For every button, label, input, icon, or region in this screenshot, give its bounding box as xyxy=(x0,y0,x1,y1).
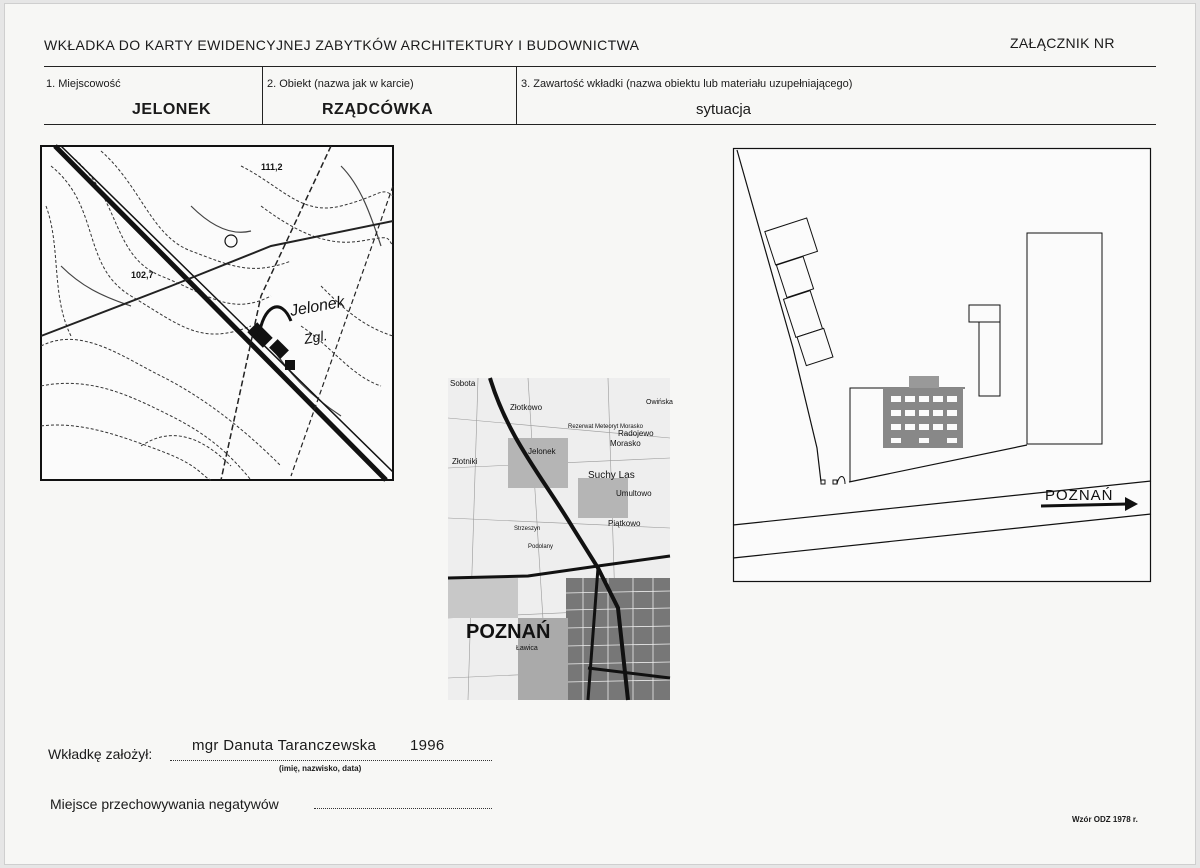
fields-divider xyxy=(44,124,1156,125)
road-map-label-2: Złotkowo xyxy=(510,403,543,412)
object-label: 2. Obiekt (nazwa jak w karcie) xyxy=(267,78,414,90)
founder-year: 1996 xyxy=(410,737,445,754)
topo-elevation-top: 111,2 xyxy=(261,162,283,172)
place-label: 1. Miejscowość xyxy=(46,78,121,90)
road-map-label-12: Strzeszyn xyxy=(514,526,541,532)
road-map-label-6: Jelonek xyxy=(528,447,556,456)
founder-hint: (imię, nazwisko, data) xyxy=(279,764,362,773)
field-divider-1 xyxy=(262,66,263,125)
topo-place-name: Jelonek xyxy=(288,293,347,320)
topo-elevation-left: 102,7 xyxy=(131,270,154,280)
form-model: Wzór ODZ 1978 r. xyxy=(1072,815,1138,824)
object-value: RZĄDCÓWKA xyxy=(322,101,434,118)
road-map-label-7: Złotniki xyxy=(452,457,478,466)
road-map-label-10: Piątkowo xyxy=(608,519,641,528)
road-map-label-11: Podolany xyxy=(528,544,554,550)
road-map-label-4: Radojewo xyxy=(618,429,654,438)
road-map-label-5: Morasko xyxy=(610,439,641,448)
road-map-label-13: Ławica xyxy=(516,645,538,652)
road-map xyxy=(448,378,673,700)
negatives-label: Miejsce przechowywania negatywów xyxy=(50,796,279,812)
road-map-label-14: Owińska xyxy=(646,399,673,406)
form-title: WKŁADKA DO KARTY EWIDENCYJNEJ ZABYTKÓW ARCHITEKTURY I BUDOWNICTWA xyxy=(44,37,640,53)
road-map-city: POZNAŃ xyxy=(466,621,551,643)
site-plan xyxy=(733,148,1151,582)
topo-place-abbrev: Zgl. xyxy=(302,327,329,347)
negatives-line xyxy=(314,808,492,809)
founder-name: mgr Danuta Taranczewska xyxy=(192,737,377,754)
founder-line xyxy=(170,760,492,761)
place-value: JELONEK xyxy=(132,101,212,118)
site-plan-direction-label: POZNAŃ xyxy=(1045,487,1114,504)
founder-label: Wkładkę założył: xyxy=(48,746,153,762)
header-divider xyxy=(44,66,1156,67)
field-divider-2 xyxy=(516,66,517,125)
road-map-label-9: Umultowo xyxy=(616,489,652,498)
topographic-map xyxy=(41,146,393,480)
attachment-number-label: ZAŁĄCZNIK NR xyxy=(1010,35,1115,51)
road-map-label-1: Sobota xyxy=(450,379,476,388)
content-value: sytuacja xyxy=(696,101,752,118)
content-label: 3. Zawartość wkładki (nazwa obiektu lub materiału uzupełniającego) xyxy=(521,78,853,90)
road-map-label-8: Suchy Las xyxy=(588,470,635,481)
road-map-label-3: Rezerwat Meteoryt Morasko xyxy=(568,424,644,430)
